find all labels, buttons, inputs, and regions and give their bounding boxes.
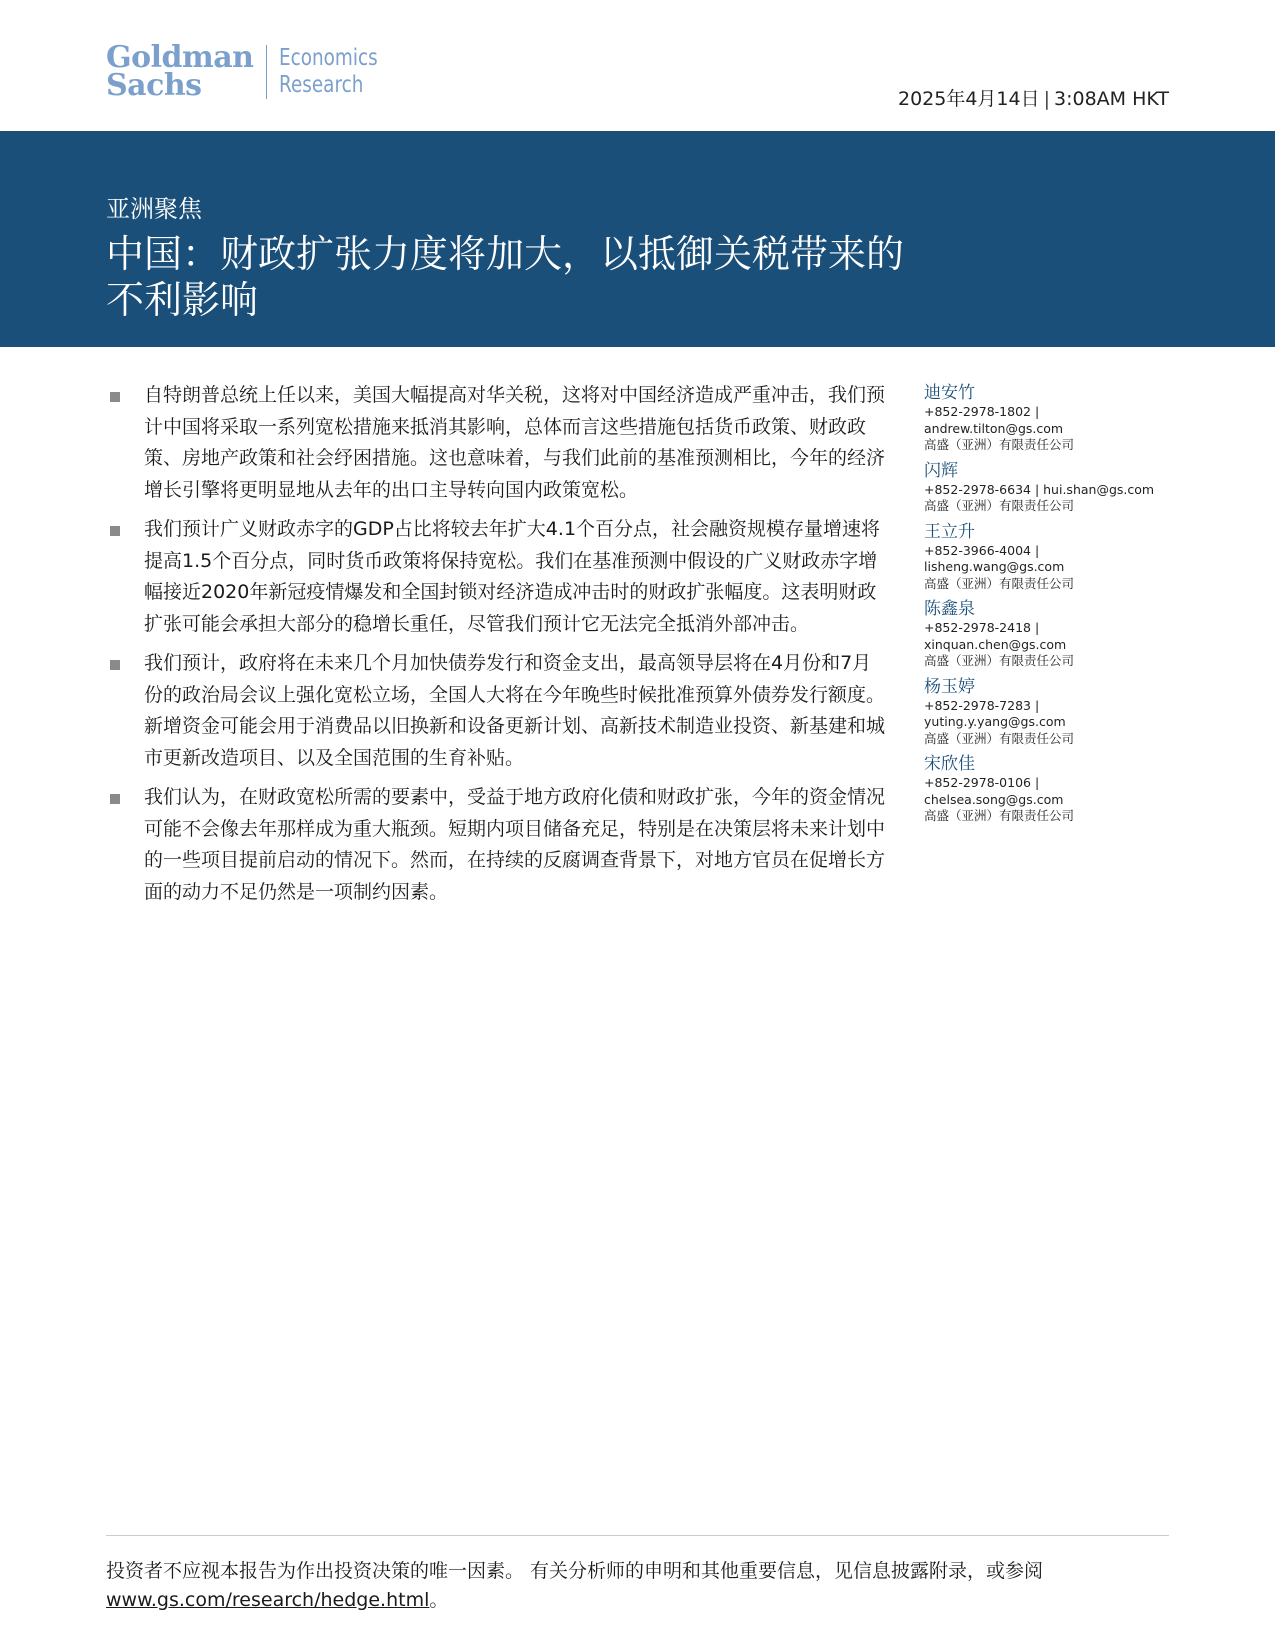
analyst-email[interactable]: andrew.tilton@gs.com bbox=[924, 420, 1064, 436]
summary-bullet: 我们预计，政府将在未来几个月加快债券发行和资金支出，最高领导层将在4月份和7月份的政治局会议上强化宽松立场，全国人大将在今年晚些时候批准预算外债券发行额度。新增资金可能会用于消费品以旧换新和设备更新计划、高新技术制造业投资、新基建和城市更新改造项目、以及全国范围的生育补贴。 bbox=[110, 648, 890, 774]
analyst-phone: +852-3966-4004 | bbox=[924, 542, 1040, 558]
disclosure-text: 投资者不应视本报告为作出投资决策的唯一因素。 有关分析师的申明和其他重要信息，见信息披露附录，或参阅 bbox=[106, 1560, 1044, 1582]
analyst-contact bbox=[924, 460, 1184, 515]
title-line-2: 不利影响 bbox=[106, 278, 259, 322]
title-banner bbox=[0, 131, 1275, 347]
square-bullet-icon bbox=[110, 794, 120, 804]
analyst-email[interactable]: yuting.y.yang@gs.com bbox=[924, 714, 1066, 729]
analyst-name: 宋欣佳 bbox=[924, 754, 975, 774]
logo-wordmark: Goldman Sachs bbox=[106, 40, 254, 103]
analyst-company: 高盛（亚洲）有限责任公司 bbox=[924, 730, 1075, 746]
footer-divider bbox=[106, 1535, 1169, 1536]
summary-bullets bbox=[110, 380, 890, 916]
analyst-contact bbox=[924, 753, 1184, 825]
analyst-company: 高盛（亚洲）有限责任公司 bbox=[924, 498, 1075, 513]
disclosure-footer bbox=[106, 1557, 1186, 1615]
analyst-phone: +852-2978-2418 | bbox=[924, 620, 1040, 635]
summary-bullet: 我们预计广义财政赤字的GDP占比将较去年扩大4.1个百分点，社会融资规模存量增速将提高1.5个百分点，同时货币政策将保持宽松。我们在基准预测中假设的广义财政赤字增幅接近2020年新冠疫情爆发和全国封锁对经济造成冲击时的财政扩张幅度。这表明财政扩张可能会承担大部分的稳增长重任，尽管我们预计它无法完全抵消外部冲击。 bbox=[110, 514, 890, 640]
analyst-email[interactable]: lisheng.wang@gs.com bbox=[924, 559, 1065, 574]
square-bullet-icon bbox=[110, 660, 120, 670]
title-line-1: 中国：财政扩张力度将加大，以抵御关税带来的 bbox=[106, 232, 905, 276]
goldman-sachs-logo bbox=[106, 40, 402, 103]
analyst-name: 王立升 bbox=[924, 521, 975, 542]
analyst-company: 高盛（亚洲）有限责任公司 bbox=[924, 808, 1075, 823]
analyst-contact bbox=[924, 598, 1184, 670]
disclosure-end: 。 bbox=[429, 1589, 449, 1611]
report-datetime bbox=[898, 84, 1169, 111]
analyst-name: 闪辉 bbox=[924, 460, 958, 481]
report-time: 3:08AM HKT bbox=[1054, 88, 1169, 110]
report-title bbox=[106, 231, 1086, 323]
analyst-contact bbox=[924, 676, 1184, 748]
square-bullet-icon bbox=[110, 526, 120, 536]
analyst-contact bbox=[924, 521, 1184, 593]
logo-division: Economics Research bbox=[278, 45, 378, 98]
analyst-phone: +852-2978-7283 | bbox=[924, 697, 1040, 713]
report-date: 2025年4月14日 bbox=[897, 88, 1040, 110]
summary-bullet: 自特朗普总统上任以来，美国大幅提高对华关税，这将对中国经济造成严重冲击，我们预计中国将采取一系列宽松措施来抵消其影响，总体而言这些措施包括货币政策、财政政策、房地产政策和社会纾困措施。这也意味着，与我们此前的基准预测相比，今年的经济增长引擎将更明显地从去年的出口主导转向国内政策宽松。 bbox=[110, 380, 890, 506]
series-label: 亚洲聚焦 bbox=[106, 195, 202, 223]
analyst-email[interactable]: xinquan.chen@gs.com bbox=[924, 636, 1067, 652]
analyst-company: 高盛（亚洲）有限责任公司 bbox=[924, 575, 1075, 591]
analyst-name: 杨玉婷 bbox=[924, 676, 975, 697]
disclosure-link[interactable]: www.gs.com/research/hedge.html bbox=[106, 1589, 430, 1611]
analyst-email[interactable]: chelsea.song@gs.com bbox=[924, 791, 1064, 807]
analyst-phone-email[interactable]: +852-2978-6634 | hui.shan@gs.com bbox=[924, 481, 1155, 497]
analyst-contacts bbox=[924, 382, 1184, 831]
analyst-company: 高盛（亚洲）有限责任公司 bbox=[924, 653, 1075, 668]
analyst-name: 迪安竹 bbox=[924, 383, 975, 403]
summary-bullet: 我们认为，在财政宽松所需的要素中，受益于地方政府化债和财政扩张，今年的资金情况可能不会像去年那样成为重大瓶颈。短期内项目储备充足，特别是在决策层将未来计划中的一些项目提前启动的情况下。然而，在持续的反腐调查背景下，对地方官员在促增长方面的动力不足仍然是一项制约因素。 bbox=[110, 782, 890, 908]
date-separator: | bbox=[1043, 88, 1051, 110]
analyst-phone: +852-2978-1802 | bbox=[924, 404, 1040, 419]
analyst-company: 高盛（亚洲）有限责任公司 bbox=[924, 437, 1075, 452]
analyst-phone: +852-2978-0106 | bbox=[924, 775, 1040, 790]
logo-divider bbox=[266, 45, 267, 99]
square-bullet-icon bbox=[110, 392, 120, 402]
analyst-name: 陈鑫泉 bbox=[924, 599, 975, 619]
analyst-contact bbox=[924, 382, 1184, 454]
